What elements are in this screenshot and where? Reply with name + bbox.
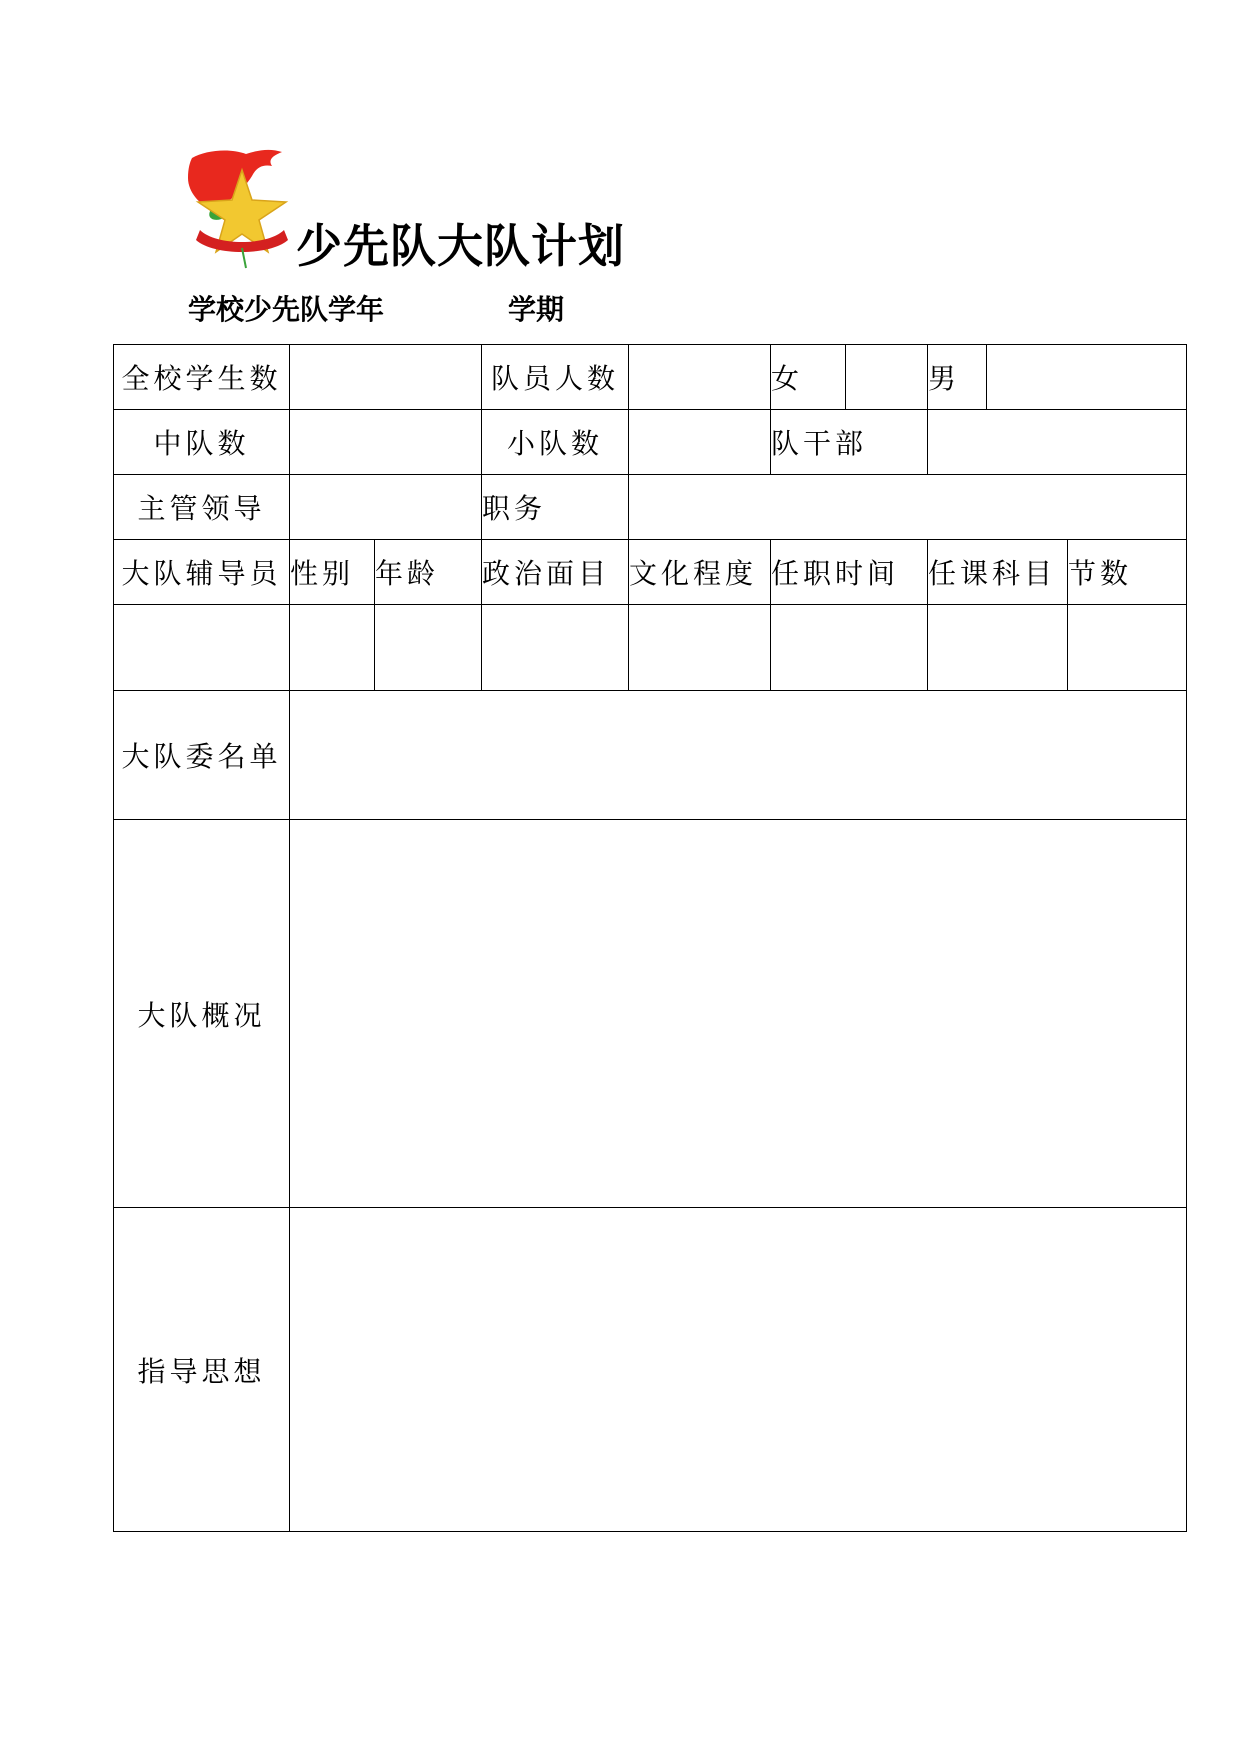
- subtitle-semester: 学期: [508, 293, 565, 326]
- gender-label: 性别: [290, 540, 375, 605]
- row-student-counts: [114, 345, 1187, 410]
- members-field[interactable]: [629, 345, 771, 410]
- overview-field[interactable]: [290, 820, 1187, 1208]
- position-field[interactable]: [629, 475, 1187, 540]
- periods-label: 节数: [1068, 540, 1187, 605]
- row-committee: [114, 691, 1187, 820]
- row-guidance: [114, 1208, 1187, 1532]
- male-field[interactable]: [987, 345, 1187, 410]
- cadres-label: 队干部: [771, 410, 928, 475]
- total-students-field[interactable]: [290, 345, 482, 410]
- subtitle-school-year: 学校少先队学年: [188, 293, 385, 326]
- row-squads: [114, 410, 1187, 475]
- leader-label: 主管领导: [114, 475, 290, 540]
- female-field[interactable]: [846, 345, 928, 410]
- row-counselor-values: [114, 605, 1187, 691]
- counselor-label: 大队辅导员: [114, 540, 290, 605]
- members-label: 队员人数: [482, 345, 629, 410]
- small-squads-label: 小队数: [482, 410, 629, 475]
- tenure-field[interactable]: [771, 605, 928, 691]
- committee-label: 大队委名单: [114, 691, 290, 820]
- political-label: 政治面目: [482, 540, 629, 605]
- overview-label: 大队概况: [114, 820, 290, 1208]
- row-counselor-headers: [114, 540, 1187, 605]
- political-field[interactable]: [482, 605, 629, 691]
- male-label: 男: [928, 345, 987, 410]
- cadres-field[interactable]: [928, 410, 1187, 475]
- leader-field[interactable]: [290, 475, 482, 540]
- small-squads-field[interactable]: [629, 410, 771, 475]
- counselor-name-field[interactable]: [114, 605, 290, 691]
- tenure-label: 任职时间: [771, 540, 928, 605]
- squadrons-label: 中队数: [114, 410, 290, 475]
- subject-label: 任课科目: [928, 540, 1068, 605]
- committee-field[interactable]: [290, 691, 1187, 820]
- education-field[interactable]: [629, 605, 771, 691]
- periods-field[interactable]: [1068, 605, 1187, 691]
- row-overview: [114, 820, 1187, 1208]
- subject-field[interactable]: [928, 605, 1068, 691]
- guidance-field[interactable]: [290, 1208, 1187, 1532]
- total-students-label: 全校学生数: [114, 345, 290, 410]
- age-label: 年龄: [375, 540, 482, 605]
- plan-form-table: [113, 344, 1187, 1532]
- education-label: 文化程度: [629, 540, 771, 605]
- female-label: 女: [771, 345, 846, 410]
- page-title: 少先队大队计划: [296, 219, 625, 273]
- position-label: 职务: [482, 475, 629, 540]
- row-leader: [114, 475, 1187, 540]
- guidance-label: 指导思想: [114, 1208, 290, 1532]
- gender-field[interactable]: [290, 605, 375, 691]
- squadrons-field[interactable]: [290, 410, 482, 475]
- age-field[interactable]: [375, 605, 482, 691]
- young-pioneers-logo: [186, 148, 298, 270]
